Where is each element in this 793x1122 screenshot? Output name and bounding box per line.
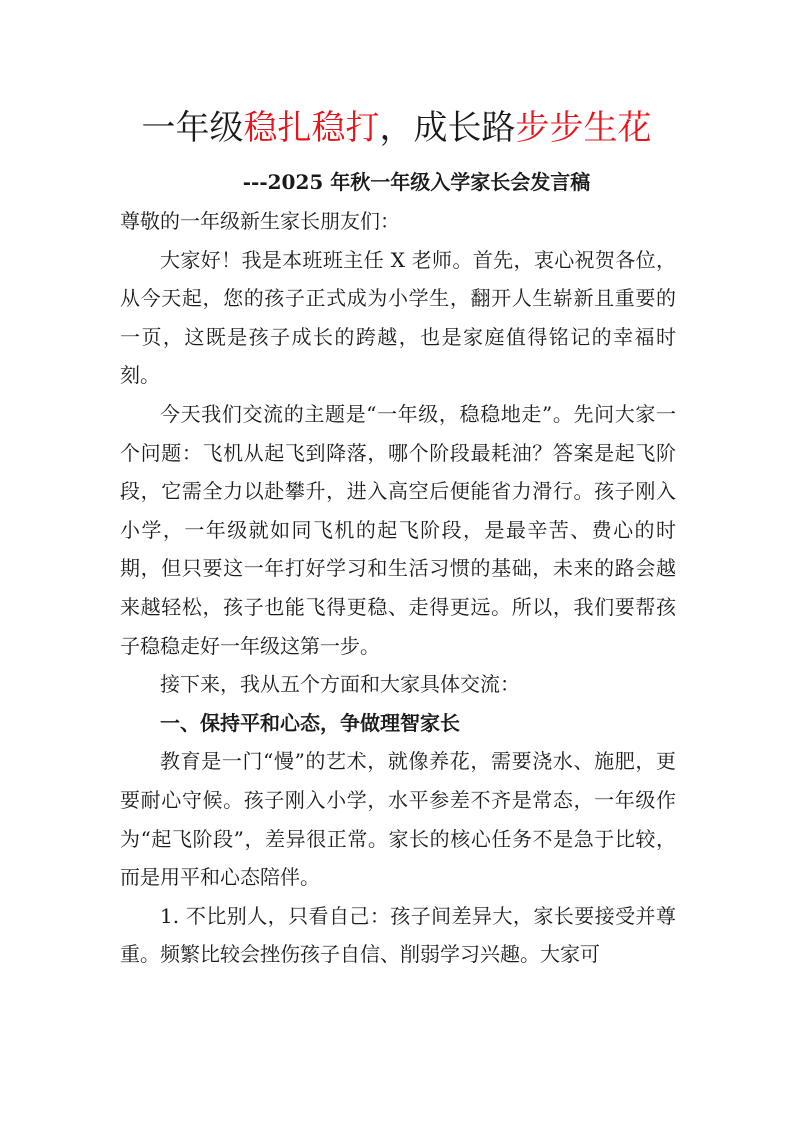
paragraph-greeting: 大家好！我是本班班主任 X 老师。首先，衷心祝贺各位，从今天起，您的孩子正式成为小学生，翻开人生崭新且重要的一页，这既是孩子成长的跨越，也是家庭值得铭记的幸福时刻。 — [120, 247, 676, 388]
title-part-1: 一年级 — [141, 108, 244, 148]
paragraph-section-1: 教育是一门“慢”的艺术，就像养花，需要浇水、施肥，更要耐心守候。孩子刚入小学，水平参差不齐是常态，一年级作为“起飞阶段”，差异很正常。家长的核心任务不是急于比较，而是用平和心态陪伴。 — [120, 749, 676, 890]
paragraph-intro-five-aspects: 接下来，我从五个方面和大家具体交流： — [160, 672, 520, 697]
document-subtitle: ---2025 年秋一年级入学家长会发言稿 — [242, 170, 591, 194]
section-heading-1: 一、保持平和心态，争做理智家长 — [160, 710, 460, 735]
paragraph-theme: 今天我们交流的主题是“一年级，稳稳地走”。先问大家一个问题：飞机从起飞到降落，哪个阶段最耗油？答案是起飞阶段，它需全力以赴攀升，进入高空后便能省力滑行。孩子刚入小学，一年级就如同飞机的起飞阶段，是最辛苦、费心的时期，但只要这一年打好学习和生活习惯的基础，未来的路会越来越轻松，孩子也能飞得更稳、走得更远。所以，我们要帮孩子稳稳走好一年级这第一步。 — [120, 401, 676, 658]
document-title — [0, 100, 793, 156]
document-body — [120, 202, 676, 974]
title-part-4-highlight: 步步生花 — [515, 108, 652, 148]
title-part-3: ，成长路 — [379, 108, 516, 148]
title-part-2-highlight: 稳扎稳打 — [243, 108, 380, 148]
salutation: 尊敬的一年级新生家长朋友们： — [120, 209, 400, 233]
paragraph-point-1: 1. 不比别人，只看自己：孩子间差异大，家长要接受并尊重。频繁比较会挫伤孩子自信、削弱学习兴趣。大家可 — [120, 903, 676, 967]
